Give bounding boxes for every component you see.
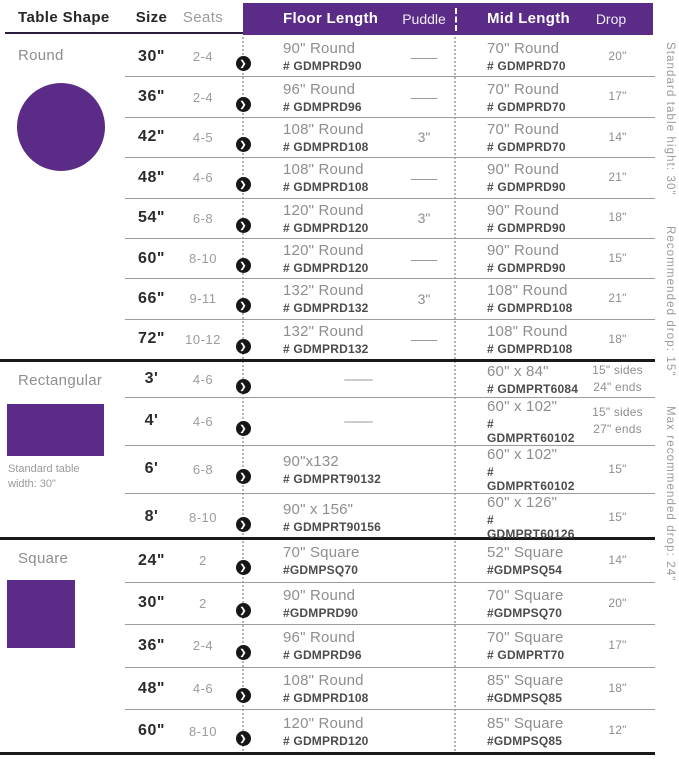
col-header-floor-length: Floor Length (283, 10, 379, 27)
floor-sku: # GDMPRD132 (283, 341, 369, 356)
puddle-value: — (410, 89, 438, 106)
chevron-right-circle-icon: ❯ (236, 731, 251, 746)
puddle-cell (390, 731, 458, 732)
puddle-cell (390, 560, 458, 561)
drop-cell (580, 461, 655, 478)
seats-cell: 8-10 (188, 251, 218, 267)
mid-sku: # GDMPRD108 (487, 341, 573, 356)
size-cell: 54" (138, 209, 165, 227)
mid-sku: # GDMPRT6084 (487, 381, 579, 396)
arrow-cell (228, 407, 258, 436)
col-header-drop: Drop (595, 11, 627, 27)
size-cell: 60" (138, 722, 165, 740)
square-shape-cell (0, 540, 125, 752)
floor-size: 90" Round (283, 586, 356, 604)
drop-cell (580, 209, 655, 226)
table-row (125, 319, 655, 359)
floor-sku: # GDMPRD96 (283, 99, 362, 114)
size-cell: 6' (144, 460, 159, 478)
floor-size: 132" Round (283, 282, 364, 300)
floor-size: 90"x132 (283, 452, 339, 470)
drop-cell (580, 404, 655, 439)
table-row (125, 624, 655, 667)
mid-length-cell (458, 242, 580, 275)
mid-length-cell (458, 715, 580, 748)
band-dashed-divider (455, 8, 457, 31)
mid-size: 90" Round (487, 242, 560, 260)
arrow-cell (228, 503, 258, 532)
mid-size: 70" Square (487, 586, 564, 604)
mid-size: 108" Round (487, 322, 568, 340)
arrow-cell (228, 717, 258, 746)
puddle-value: — (410, 169, 438, 186)
chevron-right-circle-icon: ❯ (236, 688, 251, 703)
size-cell: 30" (138, 47, 165, 65)
drop-value-2: 27" ends (593, 422, 642, 437)
floor-size: 120" Round (283, 242, 364, 260)
puddle-cell: 3" (417, 210, 431, 227)
mid-sku: # GDMPRT70 (487, 648, 565, 663)
floor-size: 132" Round (283, 322, 364, 340)
puddle-cell (390, 645, 458, 646)
drop-cell (580, 552, 655, 569)
seats-cell: 4-6 (192, 413, 214, 429)
chevron-right-circle-icon: ❯ (236, 645, 251, 660)
square-shape-icon (7, 580, 75, 648)
mid-size: 70" Round (487, 120, 560, 138)
size-cell: 24" (138, 551, 165, 569)
floor-sku: # GDMPRD90 (283, 59, 362, 74)
size-cell: 42" (138, 128, 165, 146)
arrow-cell (228, 204, 258, 233)
drop-cell (580, 331, 655, 348)
mid-sku: # GDMPRD70 (487, 59, 566, 74)
mid-sku: # GDMPRD90 (487, 261, 566, 276)
section-label-round: Round (18, 47, 64, 64)
floor-length-cell (258, 282, 390, 315)
mid-sku: # GDMPRD90 (487, 220, 566, 235)
mid-sku: #GDMPSQ85 (487, 733, 563, 748)
floor-sku: # GDMPRD96 (283, 648, 362, 663)
floor-sku: # GDMPRD108 (283, 139, 369, 154)
seats-cell: 2-4 (192, 89, 214, 105)
mid-size: 85" Square (487, 714, 564, 732)
puddle-value: — (410, 250, 438, 267)
arrow-cell (228, 123, 258, 152)
floor-length-cell (258, 629, 390, 662)
floor-length-cell (258, 242, 390, 275)
floor-size: 120" Round (283, 714, 364, 732)
floor-sku: #GDMPSQ70 (283, 563, 359, 578)
mid-size: 60" x 84" (487, 362, 549, 380)
arrow-cell (228, 589, 258, 618)
drop-cell (580, 509, 655, 526)
floor-sku: # GDMPRD120 (283, 261, 369, 276)
col-header-puddle: Puddle (402, 11, 446, 27)
table-row (125, 117, 655, 157)
mid-length-cell (458, 363, 580, 396)
floor-size: 70" Square (283, 544, 360, 562)
puddle-cell: 3" (417, 129, 431, 146)
mid-size: 85" Square (487, 672, 564, 690)
seats-cell: 6-8 (192, 461, 214, 477)
section-label-square: Square (18, 550, 69, 567)
mid-size: 70" Round (487, 80, 560, 98)
mid-size: 60" x 102" (487, 445, 558, 463)
drop-cell (580, 169, 655, 186)
arrow-cell (228, 546, 258, 575)
mid-length-cell (458, 161, 580, 194)
chevron-right-circle-icon: ❯ (236, 177, 251, 192)
section-square (0, 540, 655, 755)
puddle-cell: 3" (417, 290, 431, 307)
drop-value-2: 24" ends (593, 380, 642, 395)
mid-length-cell (458, 323, 580, 356)
no-floor-length-cell (258, 371, 458, 388)
chevron-right-circle-icon: ❯ (236, 137, 251, 152)
seats-cell: 4-6 (192, 681, 214, 697)
puddle-cell (390, 517, 458, 518)
purple-header-band (243, 3, 653, 35)
size-cell: 36" (138, 636, 165, 654)
drop-value: 15" (608, 509, 627, 524)
drop-cell (580, 48, 655, 65)
floor-sku: # GDMPRD108 (283, 180, 369, 195)
drop-value: 15" (608, 461, 627, 476)
mid-sku: #GDMPSQ54 (487, 563, 563, 578)
mid-sku: # GDMPRT60102 (487, 416, 575, 445)
seats-cell: 2-4 (192, 49, 214, 65)
mid-size: 60" x 126" (487, 493, 558, 511)
round-rows (125, 37, 655, 359)
table-row (125, 445, 655, 493)
puddle-value: — (410, 331, 438, 348)
floor-size: 96" Round (283, 629, 356, 647)
puddle-cell (390, 251, 458, 267)
mid-size: 70" Round (487, 40, 560, 58)
arrow-cell (228, 244, 258, 273)
size-cell: 48" (138, 168, 165, 186)
drop-cell (580, 680, 655, 697)
dash: — (343, 412, 373, 430)
floor-sku: # GDMPRD120 (283, 220, 369, 235)
mid-size: 60" x 102" (487, 397, 558, 415)
size-cell: 3' (144, 370, 159, 388)
chevron-right-circle-icon: ❯ (236, 56, 251, 71)
drop-cell (580, 88, 655, 105)
floor-length-cell (258, 453, 390, 486)
arrow-cell (228, 455, 258, 484)
chevron-right-circle-icon: ❯ (236, 421, 251, 436)
floor-size: 120" Round (283, 201, 364, 219)
table-row (125, 709, 655, 752)
square-rows (125, 540, 655, 752)
mid-sku: # GDMPRD90 (487, 180, 566, 195)
floor-size: 108" Round (283, 672, 364, 690)
section-round (0, 37, 655, 362)
drop-value: 18" (608, 210, 627, 225)
mid-sku: # GDMPRD70 (487, 139, 566, 154)
side-note-max-drop: Max recommended drop: 24" (664, 406, 676, 582)
drop-value: 15" sides (592, 404, 643, 419)
drop-value: 21" (608, 170, 627, 185)
floor-length-cell (258, 544, 390, 577)
drop-cell (580, 129, 655, 146)
chevron-right-circle-icon: ❯ (236, 379, 251, 394)
arrow-cell (228, 631, 258, 660)
section-rectangular (0, 362, 655, 540)
floor-sku: # GDMPRD108 (283, 691, 369, 706)
arrow-cell (228, 83, 258, 112)
chevron-right-circle-icon: ❯ (236, 339, 251, 354)
table-row (125, 198, 655, 238)
mid-length-cell (458, 672, 580, 705)
floor-length-cell (258, 501, 390, 534)
chevron-right-circle-icon: ❯ (236, 603, 251, 618)
mid-length-cell (458, 494, 580, 541)
mid-size: 70" Square (487, 629, 564, 647)
mid-length-cell (458, 202, 580, 235)
mid-length-cell (458, 81, 580, 114)
arrow-cell (228, 163, 258, 192)
floor-sku: # GDMPRT90156 (283, 519, 381, 534)
drop-value: 18" (608, 680, 627, 695)
puddle-cell (390, 170, 458, 186)
seats-cell: 2-4 (192, 638, 214, 654)
arrow-cell (228, 284, 258, 313)
size-cell: 4' (144, 412, 159, 430)
rectangular-caption: Standard table width: 30" (8, 463, 80, 490)
drop-value: 20" (608, 595, 627, 610)
size-cell: 60" (138, 249, 165, 267)
floor-size: 108" Round (283, 120, 364, 138)
no-floor-length-cell (258, 413, 458, 430)
drop-cell (580, 290, 655, 307)
seats-cell: 4-6 (192, 371, 214, 387)
drop-value: 21" (608, 291, 627, 306)
drop-value: 15" sides (592, 363, 643, 377)
seats-cell: 6-8 (192, 210, 214, 226)
floor-length-cell (258, 672, 390, 705)
mid-size: 90" Round (487, 201, 560, 219)
col-header-mid-length: Mid Length (487, 10, 570, 27)
drop-value: 20" (608, 48, 627, 63)
dash: — (343, 370, 373, 388)
chevron-right-circle-icon: ❯ (236, 298, 251, 313)
mid-size: 108" Round (487, 282, 568, 300)
floor-size: 108" Round (283, 161, 364, 179)
size-cell: 30" (138, 594, 165, 612)
table-row (125, 540, 655, 582)
floor-length-cell (258, 40, 390, 73)
floor-size: 90" x 156" (283, 500, 354, 518)
drop-cell (580, 722, 655, 739)
floor-length-cell (258, 323, 390, 356)
rectangular-shape-cell (0, 362, 125, 537)
floor-sku: # GDMPRT90132 (283, 471, 381, 486)
size-cell: 66" (138, 289, 165, 307)
size-cell: 36" (138, 88, 165, 106)
drop-value: 18" (608, 331, 627, 346)
seats-cell: 8-10 (188, 723, 218, 739)
mid-sku: #GDMPSQ85 (487, 691, 563, 706)
arrow-cell (228, 674, 258, 703)
floor-length-cell (258, 715, 390, 748)
table-row (125, 582, 655, 625)
side-notes-rail (664, 42, 676, 582)
size-cell: 8' (144, 508, 159, 526)
drop-value: 17" (608, 638, 627, 653)
chart-header (0, 0, 679, 37)
arrow-cell (228, 42, 258, 71)
side-note-table-height: Standard table hight: 30" (664, 42, 676, 196)
floor-length-cell (258, 81, 390, 114)
drop-value: 14" (608, 129, 627, 144)
mid-length-cell (458, 629, 580, 662)
seats-cell: 2 (199, 553, 207, 569)
chevron-right-circle-icon: ❯ (236, 258, 251, 273)
size-cell: 48" (138, 679, 165, 697)
table-row (125, 397, 655, 445)
drop-value: 14" (608, 553, 627, 568)
table-row (125, 238, 655, 278)
mid-length-cell (458, 121, 580, 154)
drop-cell (580, 250, 655, 267)
chevron-right-circle-icon: ❯ (236, 97, 251, 112)
col-header-seats: Seats (182, 9, 224, 26)
floor-length-cell (258, 202, 390, 235)
floor-length-cell (258, 587, 390, 620)
floor-size: 96" Round (283, 80, 356, 98)
drop-cell (580, 637, 655, 654)
puddle-value: — (410, 48, 438, 65)
rectangle-shape-icon (7, 404, 104, 456)
section-label-rectangular: Rectangular (18, 372, 103, 389)
floor-length-cell (258, 121, 390, 154)
seats-cell: 9-11 (189, 291, 217, 307)
puddle-cell (390, 469, 458, 470)
mid-length-cell (458, 446, 580, 493)
floor-sku: # GDMPRD132 (283, 301, 369, 316)
drop-cell (580, 595, 655, 612)
arrow-cell (228, 325, 258, 354)
table-row (125, 667, 655, 710)
col-header-table-shape: Table Shape (18, 9, 110, 26)
chevron-right-circle-icon: ❯ (236, 469, 251, 484)
seats-cell: 10-12 (185, 331, 221, 347)
puddle-cell (390, 603, 458, 604)
table-row (125, 37, 655, 76)
mid-size: 52" Square (487, 544, 564, 562)
mid-sku: # GDMPRD108 (487, 301, 573, 316)
table-row (125, 362, 655, 397)
mid-length-cell (458, 282, 580, 315)
puddle-cell (390, 331, 458, 347)
mid-size: 90" Round (487, 161, 560, 179)
floor-sku: # GDMPRD120 (283, 733, 369, 748)
floor-size: 90" Round (283, 40, 356, 58)
floor-sku: #GDMPRD90 (283, 605, 359, 620)
mid-sku: # GDMPRT60102 (487, 464, 575, 493)
mid-length-cell (458, 544, 580, 577)
mid-length-cell (458, 40, 580, 73)
seats-cell: 2 (199, 595, 207, 611)
table-row (125, 76, 655, 116)
mid-length-cell (458, 398, 580, 445)
round-shape-cell (0, 37, 125, 359)
puddle-cell (390, 49, 458, 65)
chevron-right-circle-icon: ❯ (236, 560, 251, 575)
table-row (125, 493, 655, 541)
chevron-right-circle-icon: ❯ (236, 218, 251, 233)
mid-sku: #GDMPSQ70 (487, 605, 563, 620)
mid-sku: # GDMPRD70 (487, 99, 566, 114)
seats-cell: 4-5 (192, 129, 214, 145)
size-cell: 72" (138, 330, 165, 348)
rectangular-rows (125, 362, 655, 541)
drop-value: 17" (608, 89, 627, 104)
mid-sku: # GDMPRT60126 (487, 512, 575, 541)
puddle-cell (390, 89, 458, 105)
arrow-cell (228, 365, 258, 394)
header-underline (5, 32, 243, 34)
drop-value: 12" (608, 723, 627, 738)
chevron-right-circle-icon: ❯ (236, 517, 251, 532)
floor-length-cell (258, 161, 390, 194)
seats-cell: 4-6 (192, 170, 214, 186)
table-row (125, 157, 655, 197)
mid-length-cell (458, 587, 580, 620)
puddle-cell (390, 688, 458, 689)
round-shape-icon (17, 83, 105, 171)
seats-cell: 8-10 (188, 509, 218, 525)
table-row (125, 278, 655, 318)
side-note-recommended-drop: Recommended drop: 15" (664, 225, 676, 377)
drop-cell (580, 362, 655, 397)
drop-value: 15" (608, 250, 627, 265)
col-header-size: Size (135, 9, 168, 26)
